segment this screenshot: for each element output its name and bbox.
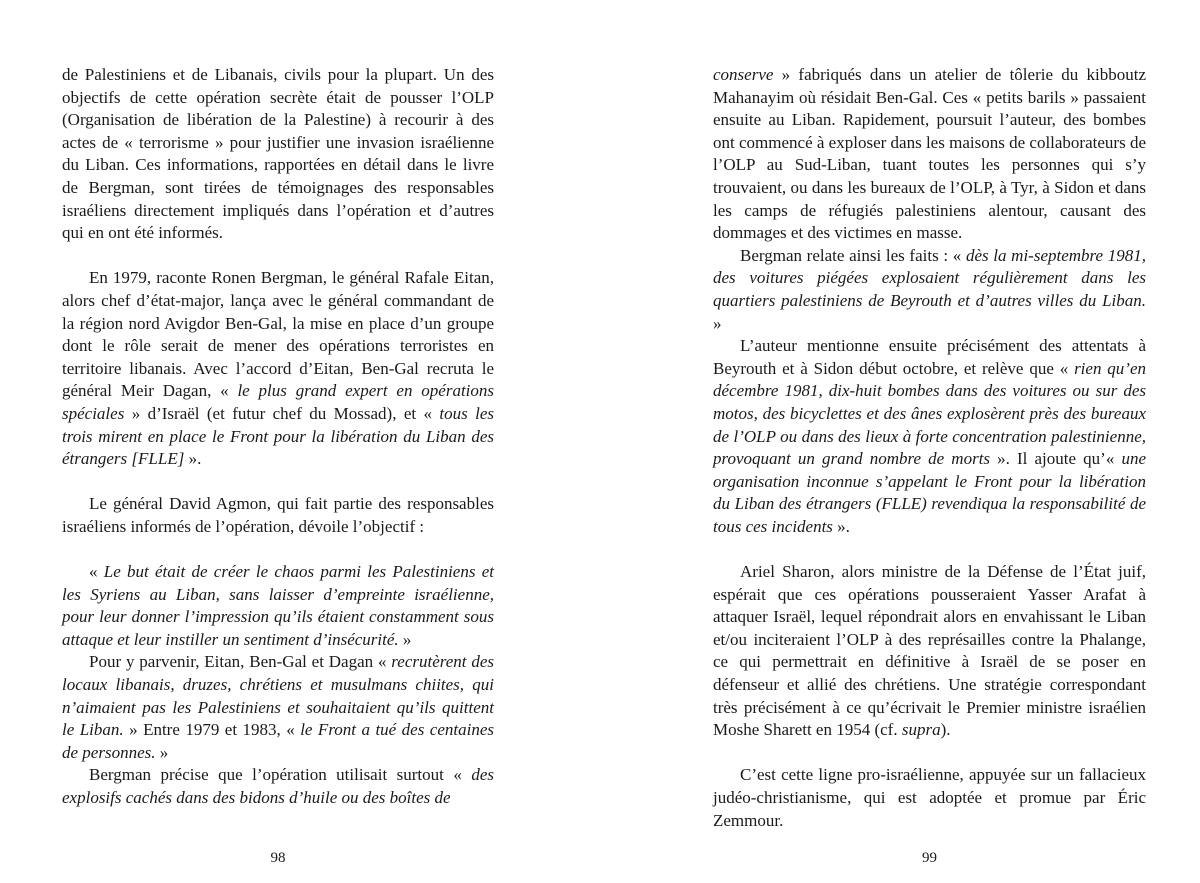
italic-quote: une organisation inconnue s’appelant le Front pour la libération du Liban des étrangers (FLLE) revendiqua la responsabilité de tous ces incidents: [713, 449, 1146, 536]
italic-quote: Le but était de créer le chaos parmi les Palestiniens et les Syriens au Liban, sans laisser d’empreinte israélienne, pour leur donner l’impression qu’ils étaient constamment sous attaque et leur instiller un sentiment d’insécurité.: [62, 562, 494, 649]
italic-quote: conserve: [713, 65, 774, 84]
page-number: 99: [922, 850, 937, 866]
italic-quote: le Front a tué des centaines de personnes.: [62, 720, 494, 762]
paragraph: conserve » fabriqués dans un atelier de tôlerie du kibboutz Mahanayim où résidait Ben-Gal. Ces « petits barils » passaient ensuite au Liban. Rapidement, poursuit l’auteur, des bombes ont commencé à exploser dans les maisons de collaborateurs de l’OLP au Sud-Liban, tuant toutes les personnes qui s’y trouvaient, ou dans les bureaux de l’OLP, à Tyr, à Sidon et dans les camps de réfugiés palestiniens alentour, causant des dommages et des victimes en masse.: [713, 65, 1146, 243]
italic-quote: le plus grand expert en opérations spéciales: [62, 381, 494, 423]
paragraph: Ariel Sharon, alors ministre de la Défense de l’État juif, espérait que ces opérations pousseraient Yasser Arafat à attaquer Israël, lequel répondrait alors en envahissant le Liban et/ou inciteraient l’OLP à des représailles contre la Phalange, ce qui permettrait en définitive à Israël de se poser en défenseur et allié des chrétiens. Une stratégie correspondant très précisément à ce qu’écrivait le Premier ministre israélien Moshe Sharett en 1954 (cf. supra).: [713, 562, 1146, 740]
italic-quote: recrutèrent des locaux libanais, druzes, chrétiens et musulmans chiites, qui n’aimaient pas les Palestiniens et souhaitaient qu’ils quittent le Liban.: [62, 652, 494, 740]
paragraph: Pour y parvenir, Eitan, Ben-Gal et Dagan « recrutèrent des locaux libanais, druzes, chrétiens et musulmans chiites, qui n’aimaient pas les Palestiniens et souhaitaient qu’ils quittent le Liban. » Entre 1979 et 1983, « le Front a tué des centaines de personnes. »: [62, 652, 494, 762]
paragraph: C’est cette ligne pro-israélienne, appuyée sur un fallacieux judéo-christianisme, qui est adoptée et promue par Éric Zemmour.: [713, 765, 1146, 830]
italic-quote: des explosifs cachés dans des bidons d’huile ou des boîtes de: [62, 765, 494, 807]
paragraph: de Palestiniens et de Libanais, civils pour la plupart. Un des objectifs de cette opération secrète était de pousser l’OLP (Organisation de libération de la Palestine) à recourir à des actes de « terrorisme » pour justifier une invasion israélienne du Liban. Ces informations, rapportées en détail dans le livre de Bergman, sont tirées de témoignages des responsables israéliens directement impliqués dans l’opération et d’autres qui en ont été informés.: [62, 65, 494, 243]
paragraph: Le général David Agmon, qui fait partie des responsables israéliens informés de l’opération, dévoile l’objectif :: [62, 494, 494, 536]
paragraph: En 1979, raconte Ronen Bergman, le général Rafale Eitan, alors chef d’état-major, lança avec le général commandant de la région nord Avigdor Ben-Gal, la mise en place d’un groupe dont le rôle serait de mener des opérations terroristes en territoire libanais. Avec l’accord d’Eitan, Ben-Gal recruta le général Meir Dagan, « le plus grand expert en opérations spéciales » d’Israël (et futur chef du Mossad), et « tous les trois mirent en place le Front pour la libération du Liban des étrangers [FLLE] ».: [62, 268, 494, 469]
right-page: [713, 0, 1146, 883]
block-quote: « Le but était de créer le chaos parmi les Palestiniens et les Syriens au Liban, sans laisser d’empreinte israélienne, pour leur donner l’impression qu’ils étaient constamment sous attaque et leur instiller un sentiment d’insécurité. »: [62, 562, 494, 649]
right-page-text: [713, 64, 1146, 832]
paragraph: L’auteur mentionne ensuite précisément des attentats à Beyrouth et à Sidon début octobre, et relève que « rien qu’en décembre 1981, dix-huit bombes dans des voitures ou sur des motos, des bicyclettes et des ânes explosèrent près des bureaux de l’OLP ou dans des lieux à forte concentration palestinienne, provoquant un grand nombre de morts ». Il ajoute qu’« une organisation inconnue s’appelant le Front pour la libération du Liban des étrangers (FLLE) revendiqua la responsabilité de tous ces incidents ».: [713, 336, 1146, 536]
italic-quote: tous les trois mirent en place le Front pour la libération du Liban des étrangers [FLLE]: [62, 403, 494, 469]
left-page: [62, 0, 494, 883]
paragraph: Bergman précise que l’opération utilisait surtout « des explosifs cachés dans des bidons d’huile ou des boîtes de: [62, 765, 494, 807]
page-number: 98: [270, 850, 286, 866]
paragraph: Bergman relate ainsi les faits : « dès la mi-septembre 1981, des voitures piégées explosaient régulièrement dans les quartiers palestiniens de Beyrouth et d’autres villes du Liban. »: [713, 245, 1146, 333]
left-page-text: [62, 64, 494, 810]
italic-quote: rien qu’en décembre 1981, dix-huit bombes dans des voitures ou sur des motos, des bicyclettes et des ânes explosèrent près des bureaux de l’OLP ou dans des lieux à forte concentration palestinienne, provoquant un grand nombre de morts: [713, 358, 1146, 469]
italic-quote: dès la mi-septembre 1981, des voitures piégées explosaient régulièrement dans les quartiers palestiniens de Beyrouth et d’autres villes du Liban.: [713, 245, 1146, 310]
italic-quote: supra: [901, 720, 941, 740]
